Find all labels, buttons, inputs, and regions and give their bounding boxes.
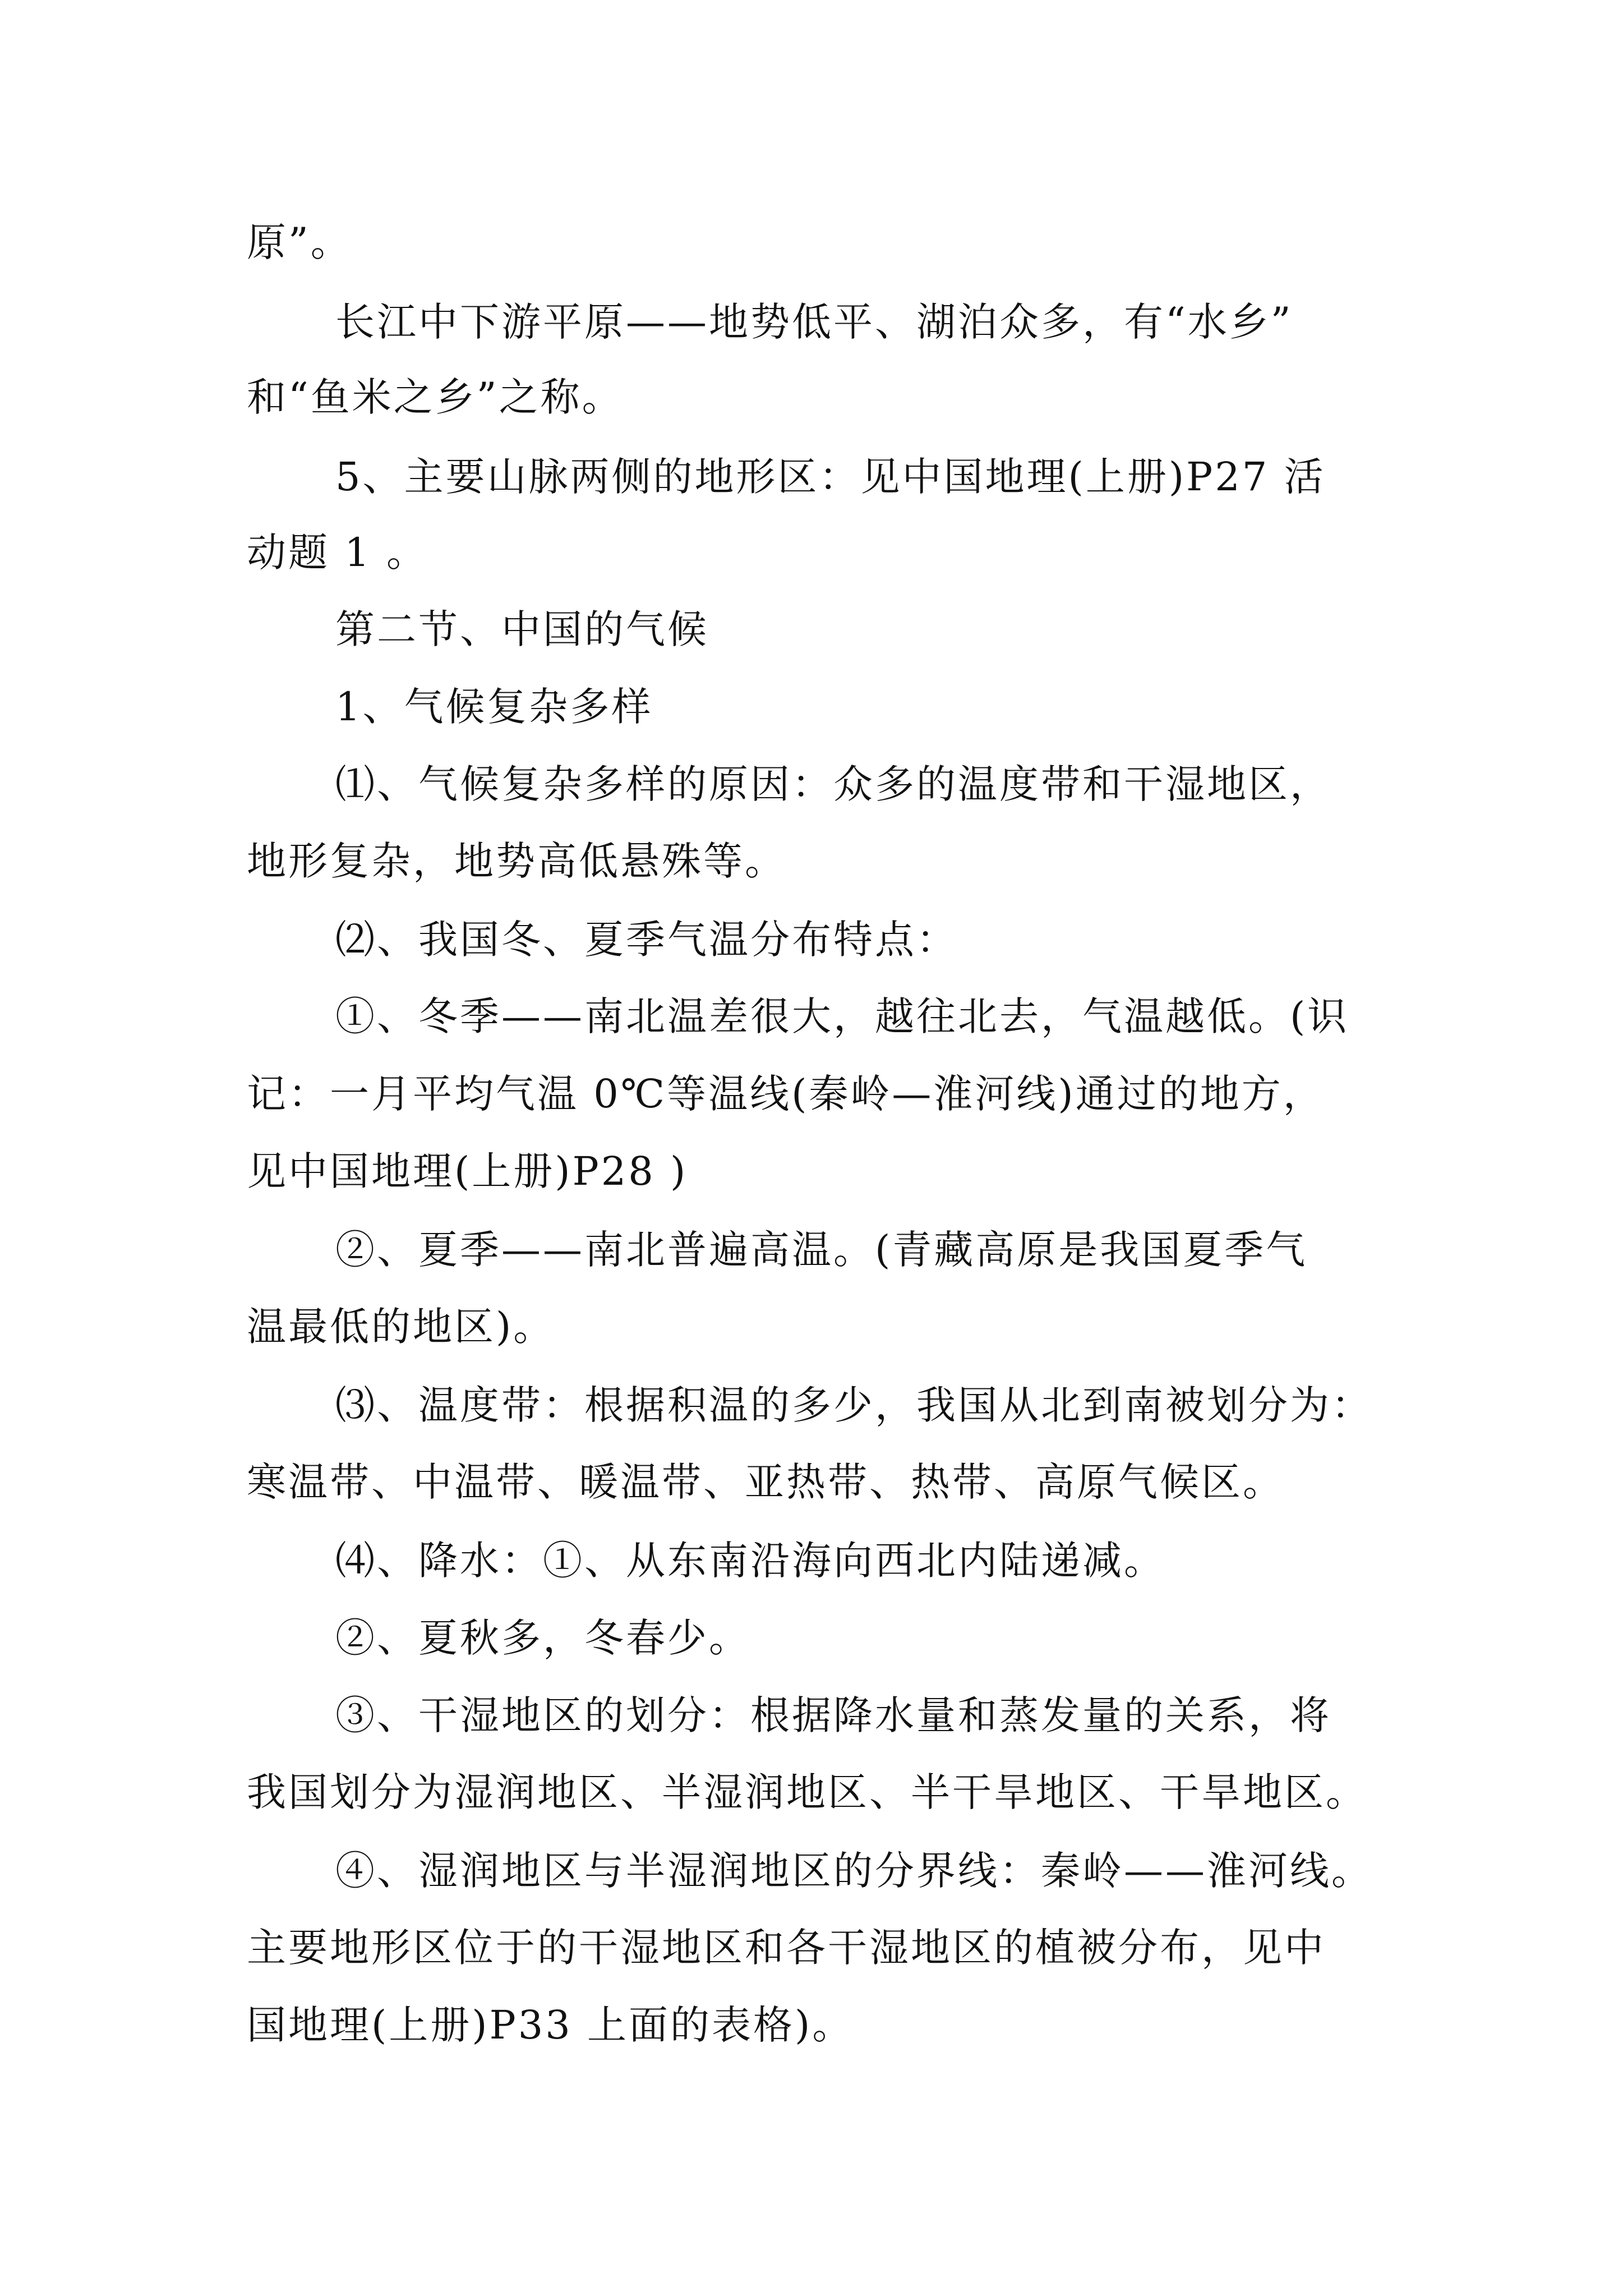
text-line: 主要地形区位于的干湿地区和各干湿地区的植被分布，见中 [247,1925,1326,1971]
text-line: 寒温带、中温带、暖温带、亚热带、热带、高原气候区。 [247,1459,1284,1505]
text-line: 我国划分为湿润地区、半湿润地区、半干旱地区、干旱地区。 [247,1769,1367,1815]
subsection-heading: 1、气候复杂多样 [335,684,653,730]
text-line: 温最低的地区)。 [247,1304,555,1350]
text-line: ⑴、气候复杂多样的原因：众多的温度带和干湿地区， [335,761,1331,807]
text-line: 地形复杂，地势高低悬殊等。 [247,838,786,884]
text-line: 动题 1 。 [247,530,428,576]
text-line: 和“鱼米之乡”之称。 [247,374,624,420]
text-line: 原”。 [247,219,352,265]
text-line: 国地理(上册)P33 上面的表格)。 [247,2002,854,2048]
section-heading: 第二节、中国的气候 [335,606,709,652]
text-line: ⑷、降水：①、从东南沿海向西北内陆递减。 [335,1538,1165,1584]
text-line: ⑶、温度带：根据积温的多少，我国从北到南被划分为： [335,1382,1373,1428]
text-line: ⑵、我国冬、夏季气温分布特点： [335,917,958,963]
text-line: ②、夏季——南北普遍高温。(青藏高原是我国夏季气 [335,1227,1308,1273]
text-line: 见中国地理(上册)P28 ) [247,1148,688,1194]
text-line: ④、湿润地区与半湿润地区的分界线：秦岭——淮河线。 [335,1848,1373,1894]
text-line: 长江中下游平原——地势低平、湖泊众多，有“水乡” [335,299,1293,345]
text-line: 5、主要山脉两侧的地形区：见中国地理(上册)P27 活 [335,454,1326,500]
text-line: 记：一月平均气温 0℃等温线(秦岭—淮河线)通过的地方， [247,1071,1325,1117]
text-line: ①、冬季——南北温差很大，越往北去，气温越低。(识 [335,993,1349,1039]
text-line: ②、夏秋多，冬春少。 [335,1615,750,1661]
text-line: ③、干湿地区的划分：根据降水量和蒸发量的关系，将 [335,1692,1331,1738]
